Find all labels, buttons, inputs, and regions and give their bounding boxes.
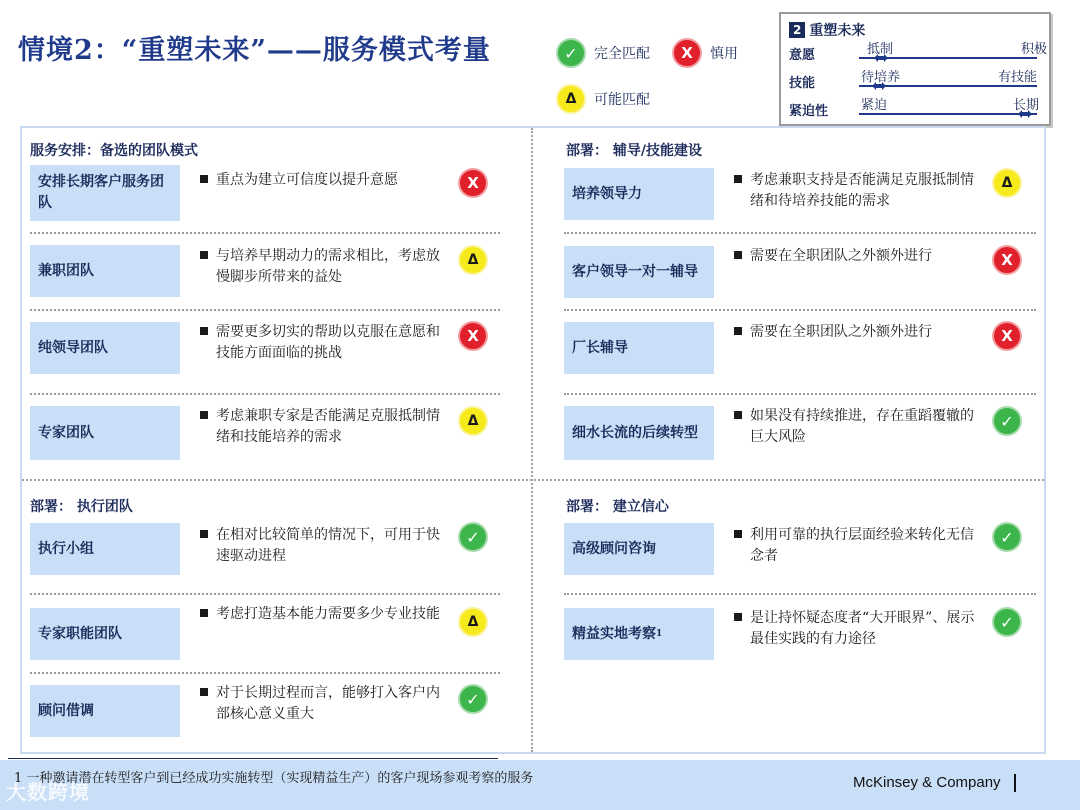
scale-left-urgency: 紧迫 (861, 98, 888, 113)
section-title-service-arrangement: 服务安排：备选的团队模式 (30, 143, 198, 159)
option-note-text: 是让持怀疑态度者“大开眼界”、展示最佳实践的有力途径 (750, 610, 975, 647)
scale-marker-willingness (873, 53, 889, 63)
x-icon: X (458, 168, 488, 198)
scale-marker-skills (871, 81, 887, 91)
option-note-text: 考虑兼职专家是否能满足克服抵制情绪和技能培养的需求 (216, 408, 440, 445)
vertical-divider (531, 128, 533, 752)
row-separator (564, 309, 1036, 311)
option-box: 专家团队 (30, 406, 180, 460)
triangle-icon: Δ (458, 406, 488, 436)
scale-line-urgency (859, 113, 1037, 115)
triangle-icon: Δ (458, 245, 488, 275)
x-icon: X (992, 321, 1022, 351)
bullet-icon (734, 251, 742, 259)
legend-caution-label: 慎用 (710, 46, 738, 62)
footnote: 1 一种邀请潜在转型客户到已经成功实施转型（实现精益生产）的客户现场参观考察的服务 (14, 771, 534, 786)
page-title: 情境2：“重塑未来”——服务模式考量 (18, 35, 491, 66)
option-note (734, 406, 974, 448)
option-box: 安排长期客户服务团队 (30, 165, 180, 221)
triangle-icon: Δ (556, 84, 586, 114)
option-box: 专家职能团队 (30, 608, 180, 660)
scale-left-skills: 待培养 (861, 70, 901, 85)
bullet-icon (200, 530, 208, 538)
check-icon: ✓ (992, 607, 1022, 637)
scale-right-skills: 有技能 (997, 70, 1037, 85)
option-note-text: 考虑兼职支持是否能满足克服抵制情绪和待培养技能的需求 (750, 172, 974, 209)
bullet-icon (200, 175, 208, 183)
section-title-execution-team: 部署： 执行团队 (30, 499, 133, 515)
bullet-icon (734, 175, 742, 183)
check-icon: ✓ (458, 522, 488, 552)
footnote-marker: 1 (656, 628, 663, 639)
row-separator (564, 232, 1036, 234)
option-box: 顾问借调 (30, 685, 180, 737)
bullet-icon (200, 688, 208, 696)
x-icon: X (992, 245, 1022, 275)
option-note (200, 683, 440, 725)
scale-label-skills: 技能 (789, 76, 816, 91)
section-title-coaching: 部署： 辅导/技能建设 (566, 143, 702, 159)
option-note (734, 170, 974, 212)
section-title-build-confidence: 部署： 建立信心 (566, 499, 669, 515)
option-box: 细水长流的后续转型 (564, 406, 714, 460)
bullet-icon (734, 613, 742, 621)
bullet-icon (734, 530, 742, 538)
bullet-icon (200, 609, 208, 617)
option-note (734, 246, 984, 267)
scenario-name: 重塑未来 (809, 23, 866, 39)
check-icon: ✓ (458, 684, 488, 714)
row-separator (30, 309, 500, 311)
footnote-rule (8, 758, 498, 759)
option-box: 高级顾问咨询 (564, 523, 714, 575)
horizontal-divider (22, 479, 1044, 481)
scale-marker-urgency (1017, 109, 1033, 119)
scale-right-willingness: 积极 (1020, 42, 1047, 57)
option-note-text: 如果没有持续推进，存在重蹈覆辙的巨大风险 (750, 408, 974, 445)
option-note (200, 604, 440, 625)
option-note-text: 对于长期过程而言，能够打入客户内部核心意义重大 (216, 685, 440, 722)
bullet-icon (200, 251, 208, 259)
option-note-text: 需要在全职团队之外额外进行 (750, 324, 932, 340)
option-note (734, 525, 974, 567)
option-note-text: 重点为建立可信度以提升意愿 (216, 172, 398, 188)
scale-right-urgency: 长期 (1012, 98, 1039, 113)
scenario-box (779, 12, 1051, 126)
option-box: 兼职团队 (30, 245, 180, 297)
option-box: 培养领导力 (564, 168, 714, 220)
bullet-icon (200, 327, 208, 335)
scale-left-willingness: 抵制 (867, 42, 894, 57)
option-label: 精益实地考察 (572, 625, 656, 642)
scenario-title (789, 20, 865, 40)
legend-possible-match (556, 84, 650, 114)
legend-full-match (556, 38, 650, 68)
row-separator (30, 393, 500, 395)
check-icon: ✓ (556, 38, 586, 68)
option-box: 执行小组 (30, 523, 180, 575)
scenario-number: 2 (789, 22, 805, 38)
option-note-text: 利用可靠的执行层面经验来转化无信念者 (750, 527, 974, 564)
option-note (200, 406, 440, 448)
scale-label-willingness: 意愿 (789, 48, 816, 63)
row-separator (564, 393, 1036, 395)
option-note (734, 608, 984, 650)
option-note-text: 在相对比较简单的情况下，可用于快速驱动进程 (216, 527, 440, 564)
bullet-icon (734, 327, 742, 335)
bullet-icon (734, 411, 742, 419)
option-box: 客户领导一对一辅导 (564, 246, 714, 298)
check-icon: ✓ (992, 522, 1022, 552)
brand-divider (1014, 774, 1016, 792)
row-separator (30, 672, 500, 674)
option-box (564, 608, 714, 660)
x-icon: X (672, 38, 702, 68)
option-note (734, 322, 984, 343)
option-note-text: 与培养早期动力的需求相比，考虑放慢脚步所带来的益处 (216, 248, 440, 285)
option-note (200, 525, 440, 567)
legend-caution (672, 38, 738, 68)
option-note-text: 需要更多切实的帮助以克服在意愿和技能方面面临的挑战 (216, 324, 440, 361)
option-note-text: 考虑打造基本能力需要多少专业技能 (216, 606, 440, 622)
watermark-logo: 大数跨境 (6, 780, 90, 804)
scale-label-urgency: 紧迫性 (789, 104, 829, 119)
option-box: 厂长辅导 (564, 322, 714, 374)
row-separator (30, 232, 500, 234)
row-separator (564, 593, 1036, 595)
triangle-icon: Δ (992, 168, 1022, 198)
legend-full-match-label: 完全匹配 (594, 46, 650, 62)
option-note (200, 170, 440, 191)
option-box: 纯领导团队 (30, 322, 180, 374)
option-note-text: 需要在全职团队之外额外进行 (750, 248, 932, 264)
bullet-icon (200, 411, 208, 419)
check-icon: ✓ (992, 406, 1022, 436)
x-icon: X (458, 321, 488, 351)
triangle-icon: Δ (458, 607, 488, 637)
brand-logo: McKinsey & Company (853, 774, 1001, 791)
option-note (200, 322, 440, 364)
option-note (200, 246, 440, 288)
row-separator (30, 593, 500, 595)
legend-possible-match-label: 可能匹配 (594, 92, 650, 108)
